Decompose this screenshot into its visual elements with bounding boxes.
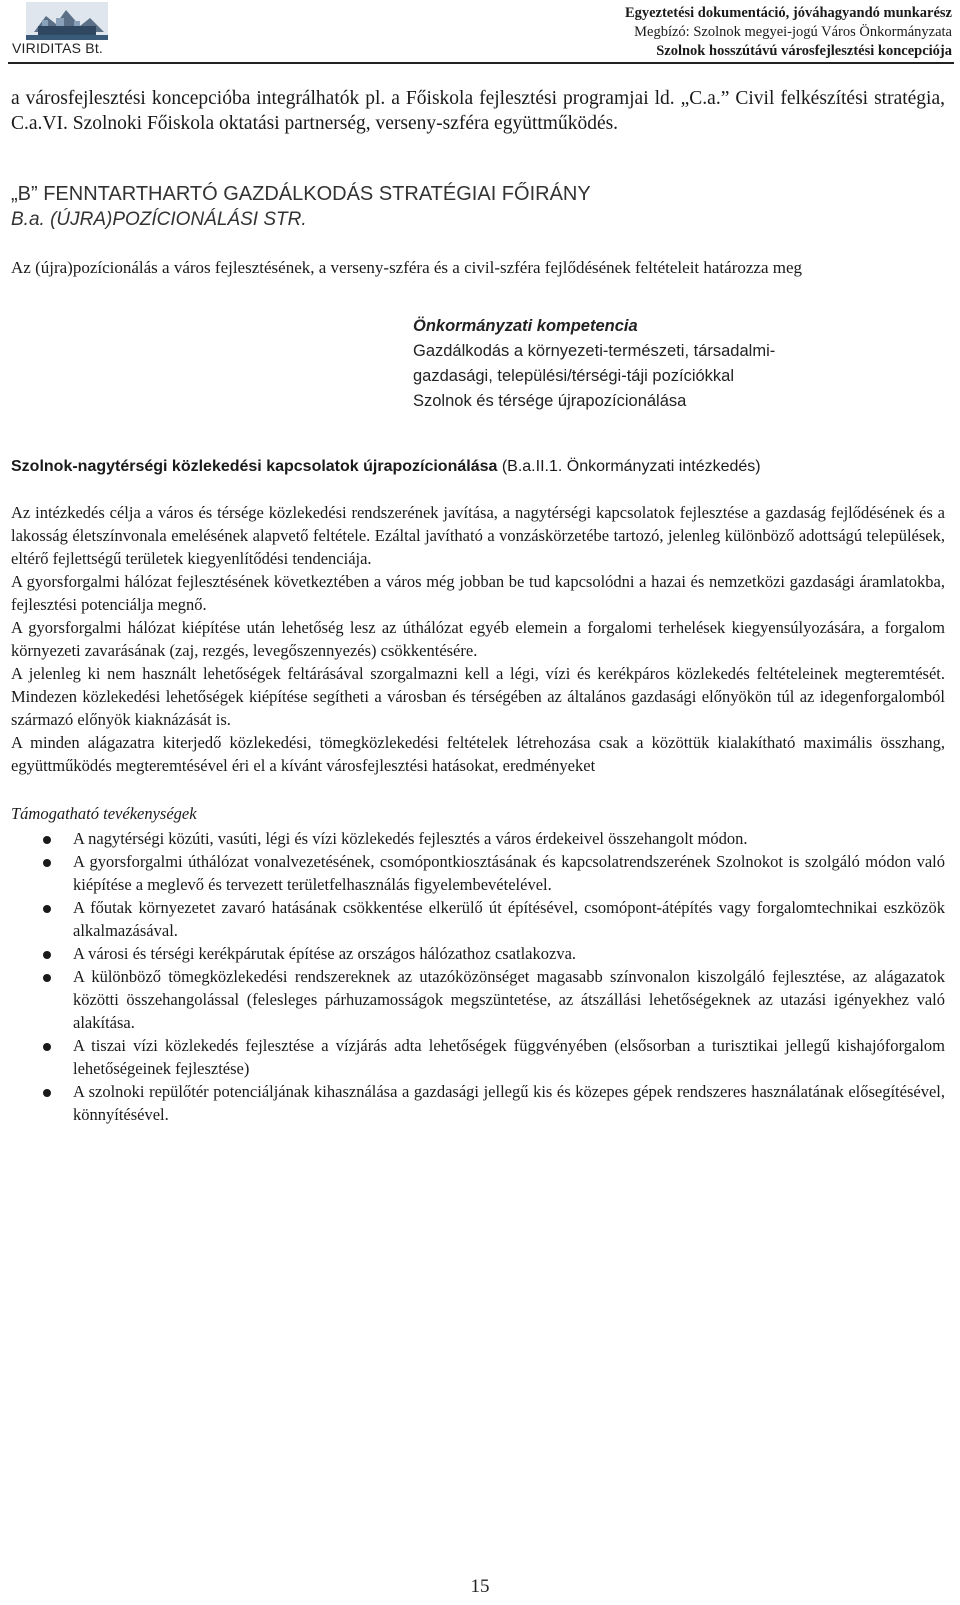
bullet-icon (43, 974, 51, 982)
competence-box (413, 314, 945, 414)
body-paragraph: A gyorsforgalmi hálózat kiépítése után lehetőség lesz az úthálózat egyéb elemein a forgalomi terhelések kiegyensúlyozására, a forgalom környezeti zavarásának (zaj, rezgés, levegőszennyezés) csökkentésére. (11, 618, 945, 660)
competence-line-2: gazdasági, települési/térségi-táji pozíciókkal (413, 367, 735, 385)
header-line-1: Egyeztetési dokumentáció, jóváhagyandó munkarész (624, 5, 952, 21)
subsection-heading: B.a. (ÚJRA)POZÍCIONÁLÁSI STR. (11, 209, 307, 230)
list-item (11, 827, 945, 850)
header-line-2: Megbízó: Szolnok megyei-jogú Város Önkormányzata (634, 24, 952, 40)
bullet-icon (43, 1043, 51, 1051)
list-item-text: A gyorsforgalmi úthálózat vonalvezetésének, csomópontkiosztásának és kapcsolatrendszerének Szolnokot is szolgáló módon való kiépítése a meglevő és tervezett területfelhasználás figyelembevételével. (73, 852, 945, 894)
list-item (11, 1080, 945, 1126)
list-item-text: A nagytérségi közúti, vasúti, légi és vízi közlekedés fejlesztés a város érdekeivel összehangolt módon. (73, 829, 748, 848)
list-item (11, 942, 945, 965)
bullet-icon (43, 951, 51, 959)
list-item-text: A főutak környezetet zavaró hatásának csökkentése elkerülő út építésével, csomópont-átépítés vagy forgalomtechnikai eszközök alkalmazásával. (73, 898, 945, 940)
list-item (11, 896, 945, 942)
list-item (11, 965, 945, 1034)
list-item (11, 850, 945, 896)
supported-activities-list (11, 827, 945, 1126)
body-paragraph: A jelenleg ki nem használt lehetőségek feltárásával szorgalmazni kell a légi, vízi és kerékpáros közlekedés feltételeinek megteremtését. Mindezen közlekedési lehetőségek kiépítése segítheti a városban és térségében az általános gazdasági előnyökön túl az idegenforgalomból származó előnyök kiaknázását is. (11, 664, 945, 729)
logo-text: VIRIDITAS Bt. (12, 40, 104, 56)
main-content (11, 86, 945, 1126)
bullet-icon (43, 836, 51, 844)
measure-description (11, 501, 945, 777)
company-logo (4, 2, 124, 58)
measure-title-rest: (B.a.II.1. Önkormányzati intézkedés) (497, 458, 761, 475)
measure-title-bold: Szolnok-nagytérségi közlekedési kapcsolatok újrapozícionálása (11, 458, 498, 475)
page-header (0, 0, 960, 62)
body-paragraph: Az intézkedés célja a város és térsége közlekedési rendszerének javítása, a nagytérségi kapcsolatok fejlesztése a gazdaság fejlődésének és a lakosság életszínvonala emelésének alapvető feltétele. Ezáltal javítható a vonzáskörzetébe tartozó, jelenleg különböző adottságú települések, eltérő fejlettségű területek kiegyenlítődési tendenciája. (11, 503, 945, 568)
list-item-text: A különböző tömegközlekedési rendszereknek az utazóközönséget magasabb színvonalon kiszolgáló fejlesztése, az alágazatok közötti összehangolással (felesleges párhuzamosságok megszüntetése, az átszállási lehetőségeknek az utazási igényekhez való alakítása. (73, 967, 945, 1032)
bullet-icon (43, 905, 51, 913)
competence-line-3: Szolnok és térsége újrapozícionálása (413, 392, 687, 410)
competence-title: Önkormányzati kompetencia (413, 317, 638, 335)
body-paragraph: A gyorsforgalmi hálózat fejlesztésének következtében a város még jobban be tud kapcsolódni a hazai és nemzetközi gazdasági áramlatokba, fejlesztési potenciálja megnő. (11, 572, 945, 614)
bullet-icon (43, 859, 51, 867)
strategy-paragraph: Az (újra)pozícionálás a város fejlesztésének, a verseny-szféra és a civil-szféra fejlődésének feltételeit határozza meg (11, 258, 803, 277)
header-divider (8, 62, 954, 64)
list-item-text: A tiszai vízi közlekedés fejlesztése a vízjárás adta lehetőségek függvényében (elsősorban a turisztikai jellegű kishajóforgalom lehetőségeinek fejlesztése) (73, 1036, 945, 1078)
list-item-text: A városi és térségi kerékpárutak építése az országos hálózathoz csatlakozva. (73, 944, 577, 963)
section-heading: „B” FENNTARTHARTÓ GAZDÁLKODÁS STRATÉGIAI FŐIRÁNY (11, 183, 591, 205)
bullet-icon (43, 1089, 51, 1097)
header-info (625, 4, 952, 61)
competence-line-1: Gazdálkodás a környezeti-természeti, társadalmi- (413, 342, 776, 360)
header-line-3: Szolnok hosszútávú városfejlesztési koncepciója (656, 43, 952, 59)
page-number: 15 (470, 1576, 490, 1597)
logo-emblem-icon (26, 2, 108, 40)
list-item-text: A szolnoki repülőtér potenciáljának kihasználása a gazdasági jellegű kis és közepes gépek rendszeres használatának elősegítésével, könnyítésével. (73, 1082, 945, 1124)
list-item (11, 1034, 945, 1080)
supported-activities-title: Támogatható tevékenységek (11, 804, 197, 823)
measure-title (11, 454, 945, 479)
intro-paragraph: a városfejlesztési koncepcióba integrálhatók pl. a Főiskola fejlesztési programjai ld. „C.a.” Civil felkészítési stratégia, C.a.VI. Szolnoki Főiskola oktatási partnerség, verseny-szféra együttműködés. (11, 88, 945, 134)
body-paragraph: A minden alágazatra kiterjedő közlekedési, tömegközlekedési feltételek létrehozása csak a közöttük kialakítható maximális összhang, együttműködés megteremtésével éri el a kívánt városfejlesztési hatásokat, eredményeket (11, 733, 945, 775)
